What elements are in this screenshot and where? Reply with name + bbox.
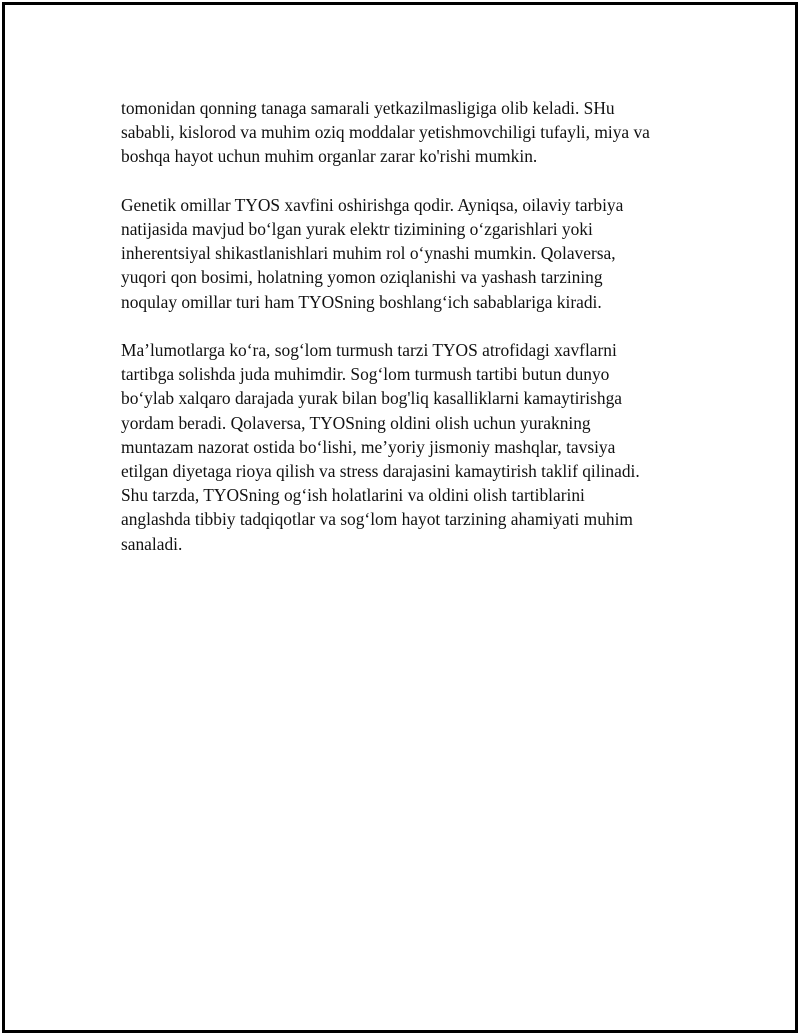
text-line: bo‘ylab xalqaro darajada yurak bilan bog'liq kasalliklarni kamaytirishga — [121, 388, 623, 409]
document-page — [2, 2, 798, 1033]
text-line: inherentsiyal shikastlanishlari muhim rol o‘ynashi mumkin. Qolaversa, — [121, 243, 616, 264]
text-line: muntazam nazorat ostida bo‘lishi, me’yoriy jismoniy mashqlar, tavsiya — [121, 436, 616, 457]
text-line: noqulay omillar turi ham TYOSning boshlang‘ich sabablariga kiradi. — [121, 291, 602, 312]
body-text — [121, 96, 691, 580]
paragraph-genetic-factors — [121, 193, 691, 314]
text-line: etilgan diyetaga rioya qilish va stress darajasini kamaytirish taklif qilinadi. — [121, 461, 640, 482]
text-line: anglashda tibbiy tadqiqotlar va sog‘lom hayot tarzining ahamiyati muhim — [121, 509, 633, 530]
text-line: natijasida mavjud bo‘lgan yurak elektr tizimining o‘zgarishlari yoki — [121, 219, 593, 239]
paragraph-healthy-lifestyle — [121, 338, 691, 556]
text-line: Genetik omillar TYOS xavfini oshirishga qodir. Ayniqsa, oilaviy tarbiya — [121, 194, 624, 215]
text-line: yordam beradi. Qolaversa, TYOSning oldini olish uchun yurakning — [121, 412, 591, 433]
text-line: sanaladi. — [121, 533, 183, 554]
text-line: tartibga solishda juda muhimdir. Sog‘lom turmush tartibi butun dunyo — [121, 364, 610, 385]
text-line: sababli, kislorod va muhim oziq moddalar yetishmovchiligi tufayli, miya va — [121, 122, 650, 143]
text-line: tomonidan qonning tanaga samarali yetkazilmasligiga olib keladi. SHu — [121, 98, 615, 118]
text-line: boshqa hayot uchun muhim organlar zarar ko'rishi mumkin. — [121, 146, 538, 167]
paragraph-blood-supply — [121, 96, 691, 169]
text-line: yuqori qon bosimi, holatning yomon oziqlanishi va yashash tarzining — [121, 267, 603, 288]
text-line: Shu tarzda, TYOSning og‘ish holatlarini va oldini olish tartiblarini — [121, 485, 585, 506]
text-line: Ma’lumotlarga ko‘ra, sog‘lom turmush tarzi TYOS atrofidagi xavflarni — [121, 340, 617, 360]
